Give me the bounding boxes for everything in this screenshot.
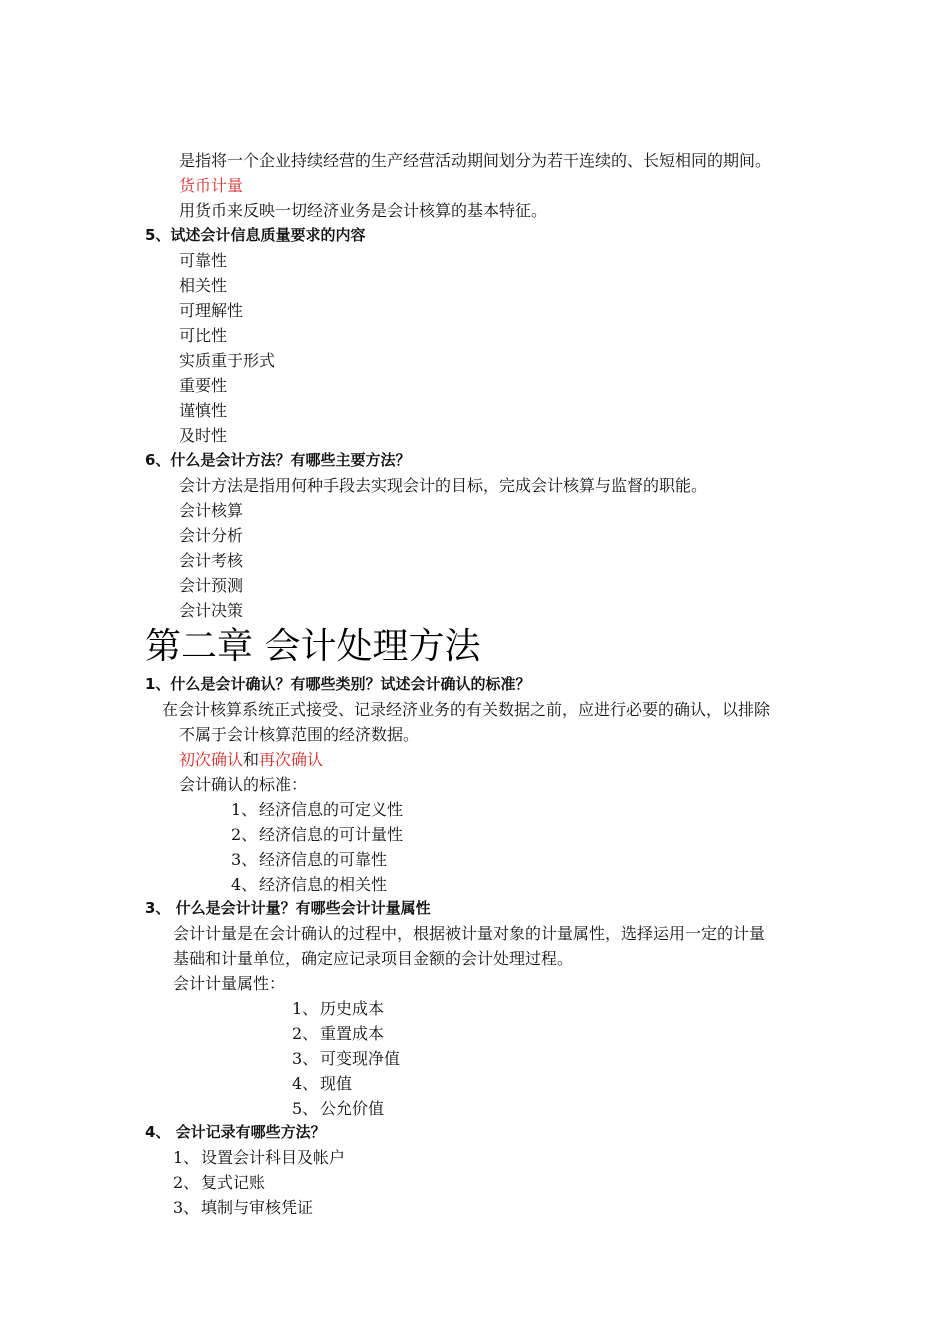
list-item: 会计核算 xyxy=(179,501,244,520)
list-item: 1、 设置会计科目及帐户 xyxy=(173,1148,346,1167)
recognition-definition-line-1: 在会计核算系统正式接受、记录经济业务的有关数据之前，应进行必要的确认，以排除 xyxy=(162,700,771,719)
question-6-heading: 6、什么是会计方法？有哪些主要方法？ xyxy=(145,451,411,469)
list-item: 可靠性 xyxy=(179,251,228,270)
recognition-standard-label: 会计确认的标准： xyxy=(179,775,308,794)
list-item: 2、 重置成本 xyxy=(292,1024,385,1043)
list-item: 实质重于形式 xyxy=(179,351,276,370)
measurement-definition-line-1: 会计计量是在会计确认的过程中，根据被计量对象的计量属性，选择运用一定的计量 xyxy=(173,924,766,943)
currency-measurement-term: 货币计量 xyxy=(179,176,244,195)
list-item: 1、 经济信息的可定义性 xyxy=(231,800,404,819)
list-item: 会计分析 xyxy=(179,526,244,545)
list-item: 及时性 xyxy=(179,426,228,445)
list-item: 会计预测 xyxy=(179,576,244,595)
list-item: 3、 经济信息的可靠性 xyxy=(231,850,388,869)
currency-measurement-text: 用货币来反映一切经济业务是会计核算的基本特征。 xyxy=(179,201,548,220)
list-item: 5、 公允价值 xyxy=(292,1099,385,1118)
list-item: 4、 现值 xyxy=(292,1074,353,1093)
list-item: 可比性 xyxy=(179,326,228,345)
accounting-method-definition: 会计方法是指用何种手段去实现会计的目标，完成会计核算与监督的职能。 xyxy=(179,476,708,495)
list-item: 4、 经济信息的相关性 xyxy=(231,875,388,894)
measurement-definition-line-2: 基础和计量单位，确定应记录项目金额的会计处理过程。 xyxy=(173,949,574,968)
period-definition-text: 是指将一个企业持续经营的生产经营活动期间划分为若干连续的、长短相同的期间。 xyxy=(179,151,772,170)
list-item: 3、 可变现净值 xyxy=(292,1049,401,1068)
chapter-2-title: 第二章 会计处理方法 xyxy=(145,626,481,667)
list-item: 3、 填制与审核凭证 xyxy=(173,1198,314,1217)
chapter-2-question-3-heading: 3、 什么是会计计量？有哪些会计计量属性 xyxy=(145,899,431,917)
list-item: 会计决策 xyxy=(179,601,244,620)
chapter-2-question-1-heading: 1、什么是会计确认？有哪些类别？试述会计确认的标准？ xyxy=(145,675,531,693)
initial-recognition-term: 初次确认 xyxy=(179,750,244,769)
recognition-joiner: 和 xyxy=(243,750,260,769)
list-item: 1、 历史成本 xyxy=(292,999,385,1018)
list-item: 2、 经济信息的可计量性 xyxy=(231,825,404,844)
list-item: 会计考核 xyxy=(179,551,244,570)
recognition-definition-line-2: 不属于会计核算范围的经济数据。 xyxy=(179,725,420,744)
measurement-attribute-label: 会计计量属性： xyxy=(173,974,286,993)
list-item: 可理解性 xyxy=(179,301,244,320)
list-item: 重要性 xyxy=(179,376,228,395)
list-item: 谨慎性 xyxy=(179,401,228,420)
question-5-heading: 5、试述会计信息质量要求的内容 xyxy=(145,226,366,244)
list-item: 相关性 xyxy=(179,276,228,295)
recognition-types xyxy=(179,747,323,772)
re-recognition-term: 再次确认 xyxy=(259,750,324,769)
list-item: 2、 复式记账 xyxy=(173,1173,266,1192)
chapter-2-question-4-heading: 4、 会计记录有哪些方法？ xyxy=(145,1123,326,1141)
